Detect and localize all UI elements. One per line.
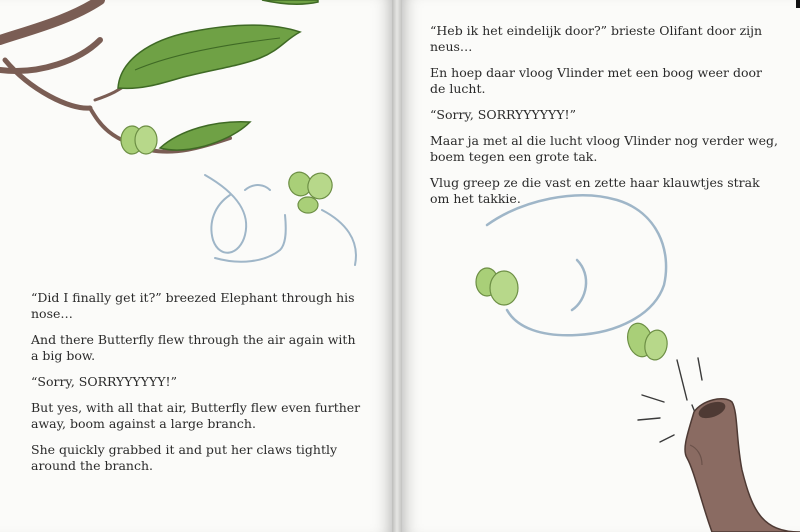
left-paragraph-5: She quickly grabbed it and put her claws tightly around the branch. (31, 442, 338, 473)
left-paragraph-4: But yes, with all that air, Butterfly flew even further away, boom against a large branch. (31, 400, 361, 431)
right-page (402, 0, 800, 532)
leaf-cluster-lower (160, 122, 250, 150)
right-paragraph-4: Maar ja met al die lucht vloog Vlinder nog verder weg, boem tegen een grote tak. (430, 133, 779, 164)
butterfly-right (624, 320, 669, 361)
elephant-trunk (685, 399, 800, 532)
book-gutter (392, 0, 402, 532)
leaf-cluster-top-right (262, 0, 318, 4)
left-paragraph-3: “Sorry, SORRYYYYYY!” (31, 374, 177, 389)
corner-mark (796, 0, 800, 8)
right-paragraph-5: Vlug greep ze die vast en zette haar klauwtjes strak om het takkie. (430, 175, 760, 206)
right-illustration (402, 0, 800, 532)
right-paragraph-2: En hoep daar vloog Vlinder met een boog weer door de lucht. (430, 65, 763, 96)
butterfly-left (476, 268, 518, 305)
air-swirl (205, 175, 356, 265)
right-paragraph-3: “Sorry, SORRYYYYYY!” (430, 107, 576, 122)
butterfly-on-branch (121, 126, 157, 154)
left-story-text (31, 290, 366, 484)
butterfly-flying (285, 168, 336, 213)
left-page (0, 0, 392, 532)
left-paragraph-1: “Did I finally get it?” breezed Elephant through his nose… (31, 290, 355, 321)
right-paragraph-1: “Heb ik het eindelijk door?” brieste Olifant door zijn neus… (430, 23, 763, 54)
air-swirl-large (487, 195, 666, 335)
left-paragraph-2: And there Butterfly flew through the air again with a big bow. (31, 332, 356, 363)
leaf-cluster-top (118, 25, 300, 88)
